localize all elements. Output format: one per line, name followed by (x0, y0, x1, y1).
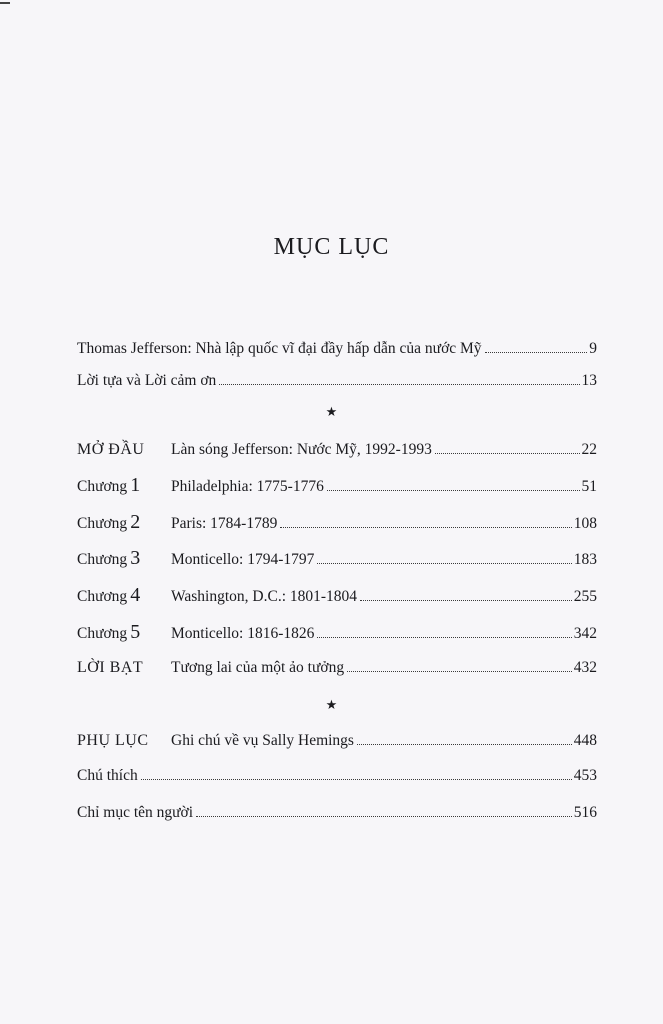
toc-entry-label: MỞ ĐẦU (77, 441, 145, 458)
toc-entry-page: 108 (573, 515, 597, 532)
toc-entry-introduction[interactable] (77, 441, 597, 465)
toc-entry-title: Washington, D.C.: 1801-1804 (171, 588, 358, 605)
toc-entry-title: Monticello: 1794-1797 (171, 551, 315, 568)
toc-entry-page: 432 (573, 659, 597, 676)
toc-entry-preface[interactable] (77, 372, 597, 396)
toc-entry-chapter-5[interactable] (77, 621, 597, 645)
dot-leader (327, 489, 580, 491)
toc-entry-title: Tương lai của một ảo tưởng (171, 659, 345, 676)
scan-artifact (0, 2, 10, 4)
toc-entry-name-index[interactable] (77, 804, 597, 828)
toc-entry-label (77, 584, 171, 607)
toc-entry-title: Làn sóng Jefferson: Nước Mỹ, 1992-1993 (171, 441, 432, 458)
toc-entry-page: 51 (581, 478, 597, 495)
toc-entry-page: 516 (573, 804, 597, 821)
chapter-number: 2 (130, 511, 141, 533)
toc-entry-page: 183 (573, 551, 597, 568)
chapter-number: 3 (130, 547, 141, 569)
dot-leader (196, 815, 572, 817)
chapter-word: Chương (77, 478, 128, 495)
dot-leader (317, 562, 571, 564)
chapter-number: 4 (130, 584, 141, 606)
toc-entry-title: Philadelphia: 1775-1776 (171, 478, 324, 495)
chapter-number: 1 (130, 474, 141, 496)
toc-entry-label (77, 621, 171, 644)
toc-entry-title: Thomas Jefferson: Nhà lập quốc vĩ đại đầy hấp dẫn của nước Mỹ (77, 340, 482, 357)
toc-entry-title: Chỉ mục tên người (77, 804, 194, 821)
toc-entry-page: 9 (589, 340, 597, 357)
toc-entry-chapter-2[interactable] (77, 511, 597, 535)
chapter-number: 5 (130, 621, 141, 643)
toc-entry-chapter-1[interactable] (77, 474, 597, 498)
toc-entry-title: Paris: 1784-1789 (171, 515, 278, 532)
toc-entry-page: 448 (573, 732, 597, 749)
toc-entry-foreword-jefferson[interactable] (77, 340, 597, 364)
dot-leader (141, 778, 572, 780)
toc-entry-notes[interactable] (77, 767, 597, 791)
star-separator-icon: ★ (325, 697, 338, 712)
toc-entry-label (77, 474, 171, 497)
toc-entry-label (77, 511, 171, 534)
toc-entry-title: Monticello: 1816-1826 (171, 625, 315, 642)
toc-entry-title: Lời tựa và Lời cảm ơn (77, 372, 217, 389)
chapter-word: Chương (77, 588, 128, 605)
dot-leader (357, 743, 572, 745)
toc-entry-label (77, 547, 171, 570)
dot-leader (317, 636, 571, 638)
toc-entry-title: Ghi chú về vụ Sally Hemings (171, 732, 354, 749)
toc-entry-page: 13 (581, 372, 597, 389)
dot-leader (347, 670, 572, 672)
toc-entry-label: LỜI BẠT (77, 659, 144, 676)
toc-entry-chapter-4[interactable] (77, 584, 597, 608)
chapter-word: Chương (77, 625, 128, 642)
dot-leader (360, 599, 572, 601)
dot-leader (435, 452, 580, 454)
toc-entry-page: 453 (573, 767, 597, 784)
dot-leader (485, 351, 588, 353)
chapter-word: Chương (77, 551, 128, 568)
toc-entry-title: Chú thích (77, 767, 138, 784)
dot-leader (219, 383, 579, 385)
page-title: MỤC LỤC (273, 234, 390, 261)
toc-entry-label: PHỤ LỤC (77, 732, 149, 749)
toc-entry-afterword[interactable] (77, 659, 597, 683)
chapter-word: Chương (77, 515, 128, 532)
star-separator-icon: ★ (325, 404, 338, 419)
toc-entry-page: 342 (573, 625, 597, 642)
toc-entry-appendix[interactable] (77, 732, 597, 756)
dot-leader (280, 526, 571, 528)
toc-entry-page: 22 (581, 441, 597, 458)
toc-entry-chapter-3[interactable] (77, 547, 597, 571)
toc-entry-page: 255 (573, 588, 597, 605)
